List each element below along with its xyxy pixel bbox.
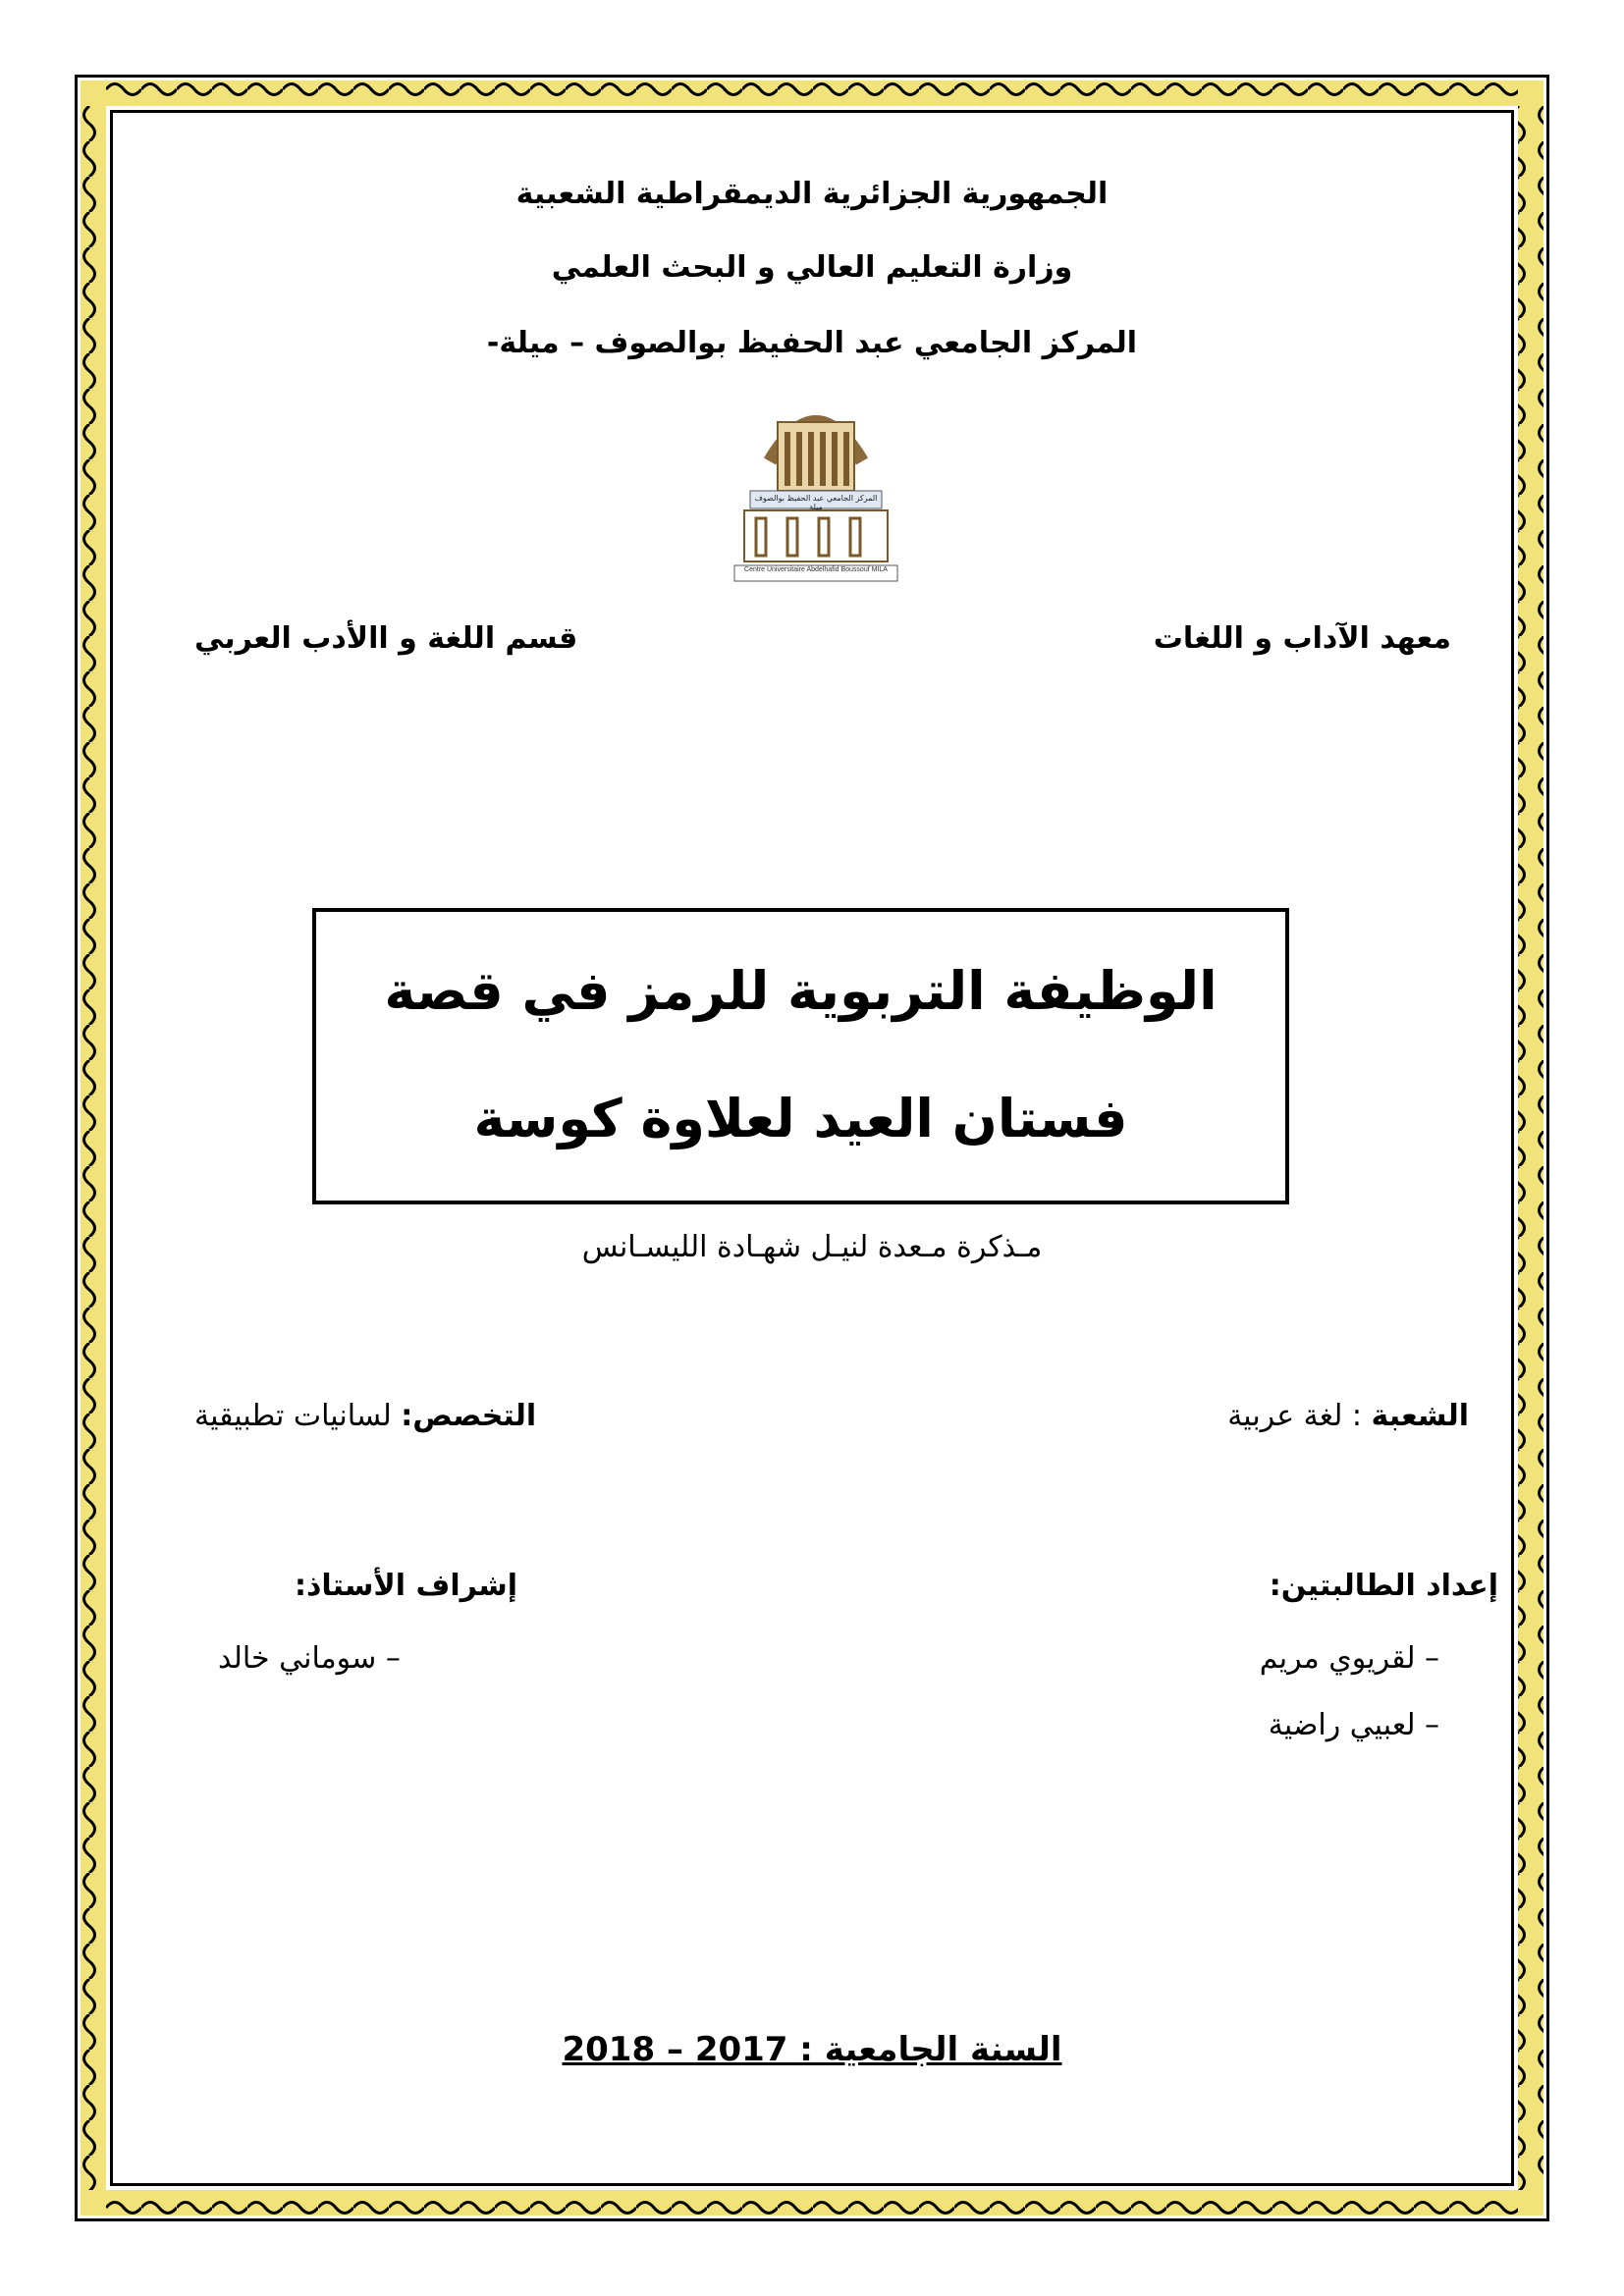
thesis-title-line1: الوظيفة التربوية للرمز في قصة xyxy=(384,960,1218,1022)
academic-year: السنة الجامعية : 2017 – 2018 xyxy=(562,2030,1062,2069)
students-label: إعداد الطالبتين: xyxy=(1269,1569,1498,1603)
specialty-label: التخصص: xyxy=(401,1399,537,1433)
thesis-title-line2: فستان العيد لعلاوة كوسة xyxy=(473,1088,1128,1149)
department-label: قسم اللغة و االأدب العربي xyxy=(194,621,578,656)
supervisor-name: – سوماني خالد xyxy=(218,1641,401,1676)
logo-arabic-caption: المركز الجامعي عبد الحفيظ بوالصوف ميلة xyxy=(754,494,878,511)
specialty-value: لسانيات تطبيقية xyxy=(194,1399,402,1433)
branch-label: الشعبة xyxy=(1371,1399,1469,1433)
branch-value: : لغة عربية xyxy=(1227,1399,1372,1433)
ministry-heading: وزارة التعليم العالي و البحث العلمي xyxy=(551,250,1073,285)
logo-caption: Centre Universitaire Abdelhafid Boussouf MILA xyxy=(744,566,888,573)
institute-label: معهد الآداب و اللغات xyxy=(1153,621,1451,656)
university-logo xyxy=(731,393,901,585)
supervisor-label: إشراف الأستاذ: xyxy=(295,1569,518,1603)
student-name-2: – لعبيي راضية xyxy=(1268,1708,1439,1742)
branch-line xyxy=(1227,1399,1469,1433)
student-name-1: – لقريوي مريم xyxy=(1259,1641,1439,1676)
thesis-subtitle: مـذكرة مـعدة لنيـل شهـادة الليسـانس xyxy=(581,1230,1043,1264)
specialty-line xyxy=(194,1399,536,1433)
center-heading: المركز الجامعي عبد الحفيظ بوالصوف – ميلة- xyxy=(486,326,1138,360)
title-box xyxy=(312,908,1289,1204)
republic-heading: الجمهورية الجزائرية الديمقراطية الشعبية xyxy=(515,177,1109,211)
